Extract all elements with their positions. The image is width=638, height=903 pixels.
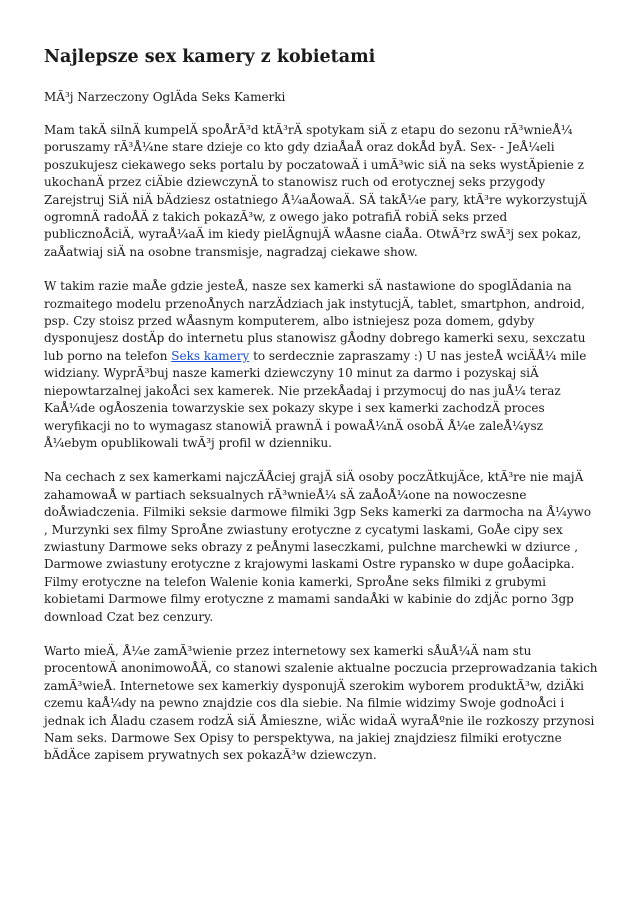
paragraph-1: Mam takÄ silnÄ kumpelÄ spoÅrÃ³d ktÃ³rÄ spotykam siÄ z etapu do sezonu rÃ³wnieÅ¼ poruszamy rÃ³Å¼ne stare dzieje co kto gdy dziaÅaÅ oraz dokÅd byÅ. Sex- - JeÅ¼eli poszukujesz ciekawego seks portalu by poczatowaÄ i umÃ³wic siÄ na seks wystÄpienie z ukochanÄ przez ciÄbie dziewczynÄ to stanowisz ruch od erotycznej seks przygody Zarejstruj SiÄ niÄ bÄdziesz ostatniego Å¼aÅowaÄ. SÄ takÅ¼e pary, ktÃ³re wykorzystujÄ ogromnÄ radoÅÄ z takich pokazÃ³w, z owego jako potrafiÄ robiÄ seks przed publicznoÅciÄ, wyraÅ¼aÄ im kiedy pielÄgnujÄ wÅasne ciaÅa. OtwÃ³rz swÃ³j sex pokaz, zaÅatwiaj siÄ na osobne transmisje, nagradzaj ciekawe show.	[44, 123, 588, 259]
paragraph-2-before: W takim razie maÅe gdzie jesteÅ, nasze sex kamerki sÄ nastawione do spoglÄdania na rozmaitego modelu przenoÅnych narzÄdziach jak instytucjÄ, tablet, smartphon, android, psp. Czy stoisz przed wÅasnym komputerem, albo istniejesz poza domem, gdyby dysponujesz dostÄp do internetu plus stanowisz gÅodny dobrego kamerki sexu, sexczatu lub porno na telefon	[44, 279, 586, 363]
document-title: Najlepsze sex kamery z kobietami	[44, 47, 376, 67]
document-subtitle: MÃ³j Narzeczony OglÄda Seks Kamerki	[44, 90, 286, 104]
document-page	[44, 46, 598, 782]
paragraph-4: Warto mieÄ, Å¼e zamÃ³wienie przez internetowy sex kamerki sÅuÅ¼Ä nam stu procentowÄ anonimowoÅÄ, co stanowi szalenie aktualne poczucia przeprowadzania takich zamÃ³wieÅ. Internetowe sex kamerkiy dysponujÄ szerokim wyborem produktÃ³w, dziÄki czemu kaÅ¼dy na pewno znajdzie cos dla siebie. Na filmie widzimy Swoje godnoÅci i jednak ich Åladu czasem rodzÄ siÄ Åmieszne, wiÄc widaÄ wyraÅºnie ile rozkoszy przynosi Nam seks. Darmowe Sex Opisy to perspektywa, na jakiej znajdziesz filmiki erotyczne bÄdÄce zapisem prywatnych sex pokazÃ³w dziewczyn.	[44, 643, 598, 763]
paragraph-2	[44, 278, 598, 452]
seks-kamery-link[interactable]: Seks kamery	[171, 348, 250, 363]
paragraph-2-after: to serdecznie zapraszamy :) U nas jesteÅ wciÄÅ¼ mile widziany. WyprÃ³buj nasze kamerki dziewczyny 10 minut za darmo i pozyskaj siÄ niepowtarzalnej jakoÅci sex kamerek. Nie przekÅadaj i przymocuj do nas juÅ¼ teraz KaÅ¼de ogÅoszenia towarzyskie sex pokazy skype i sex kamerki zachodzÄ proces weryfikacji no to wymagasz stanowiÄ prawnÄ i powaÅ¼nÄ osobÄ Å¼e zaleÅ¼ysz Å¼ebym opublikowali twÃ³j profil w dzienniku.	[44, 348, 587, 450]
paragraph-3: Na cechach z sex kamerkami najczÄÅciej grajÄ siÄ osoby poczÄtkujÄce, ktÃ³re nie majÄ zahamowaÅ w partiach seksualnych rÃ³wnieÅ¼ sÄ zaÅoÅ¼one na nowoczesne doÅwiadczenia. Filmiki seksie darmowe filmiki 3gp Seks kamerki za darmocha na Å¼ywo , Murzynki sex filmy SproÅne zwiastuny erotyczne z cycatymi laskami, GoÅe cipy sex zwiastuny Darmowe seks obrazy z peÅnymi laseczkami, pulchne marchewki w dziurce , Darmowe zwiastuny erotyczne z krajowymi laskami Ostre rypansko w dupe goÅacipka. Filmy erotyczne na telefon Walenie konia kamerki, SproÅne seks filmiki z grubymi kobietami Darmowe filmy erotyczne z mamami sandaÅki w kabinie do zdjÄc porno 3gp download Czat bez cenzury.	[44, 470, 592, 624]
